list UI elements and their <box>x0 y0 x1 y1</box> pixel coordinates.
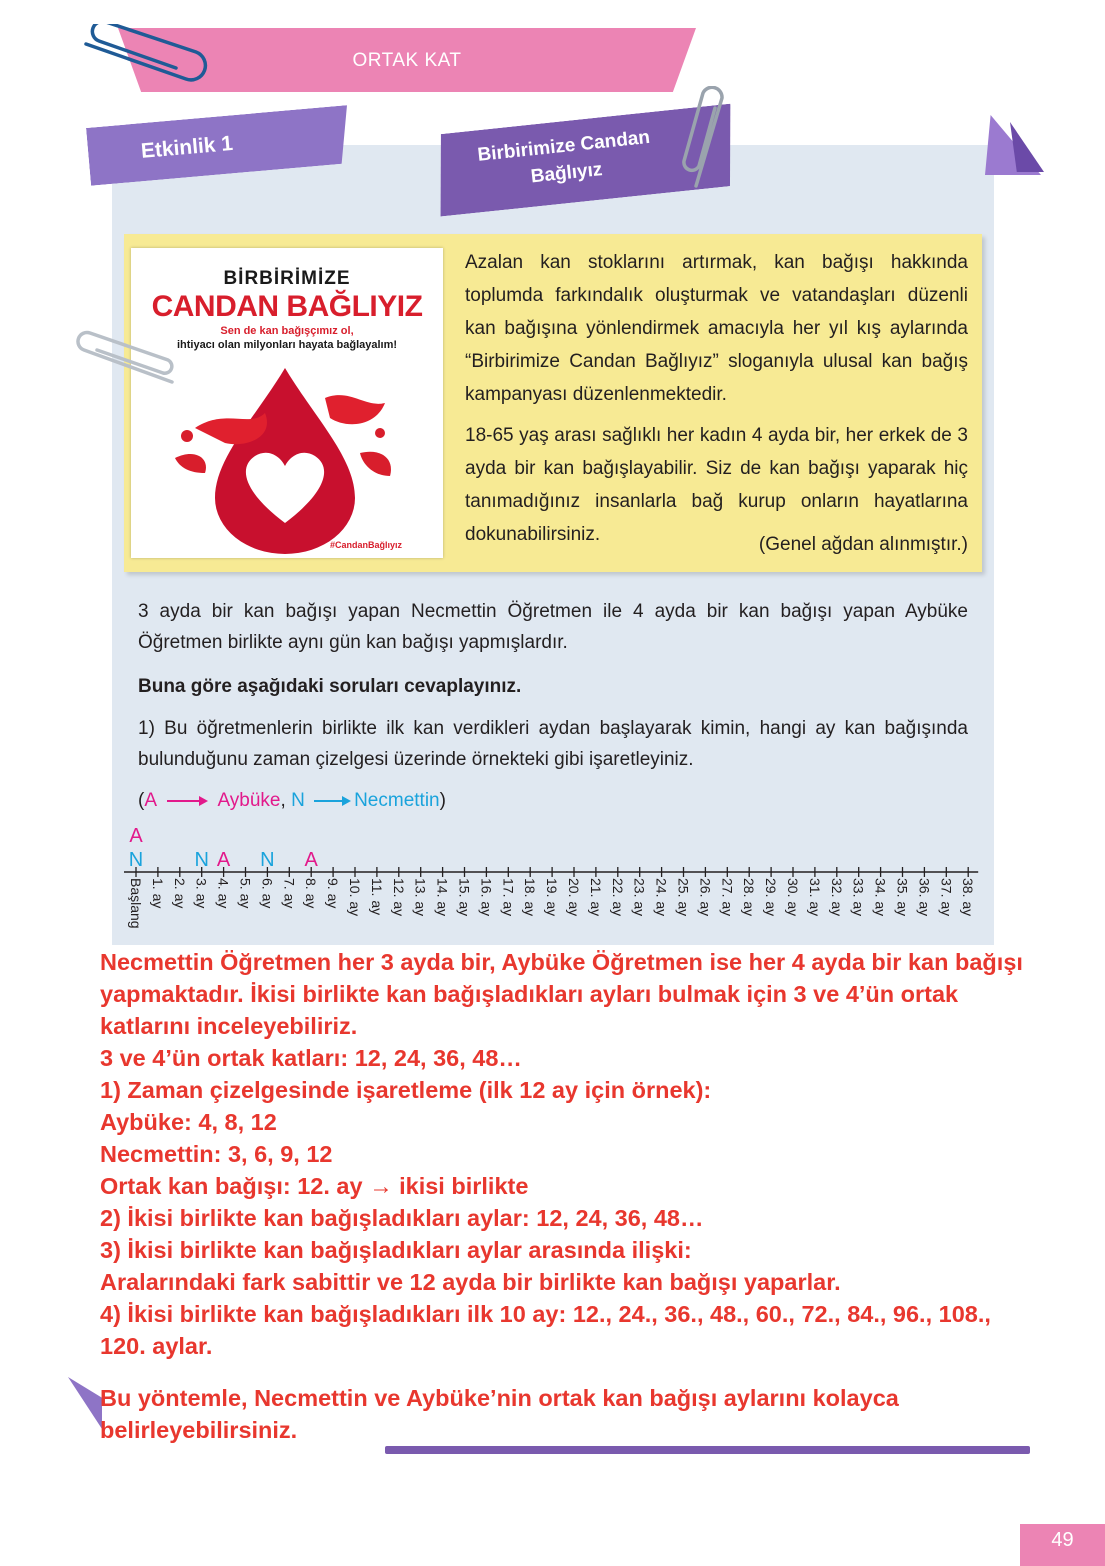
answer-line: 2) İkisi birlikte kan bağışladıkları aylar: 12, 24, 36, 48… <box>100 1205 704 1231</box>
paperclip-icon-left <box>72 330 182 390</box>
legend-close-paren: ) <box>439 790 446 811</box>
tick-label: 13. ay <box>412 878 429 917</box>
timeline-legend <box>138 790 446 812</box>
tick-label: 23. ay <box>631 878 648 917</box>
tick-label: 30. ay <box>785 878 801 917</box>
activity-title-line2: Bağlıyız <box>529 159 604 188</box>
tick-label: 22. ay <box>609 878 626 917</box>
answer-line: Aybüke: 4, 8, 12 <box>100 1109 277 1135</box>
tick-label: 26. ay <box>697 878 714 917</box>
timeline-marker: A <box>129 825 143 847</box>
tick-label: 28. ay <box>741 878 758 917</box>
tick-label: 24. ay <box>653 878 670 917</box>
tick-label: 14. ay <box>434 878 451 917</box>
poster-hashtag: #CandanBağlıyız <box>330 540 403 550</box>
timeline-marker: N <box>128 849 144 871</box>
tick-label: 2. ay <box>171 878 188 909</box>
activity-label: Etkinlik 1 <box>140 131 234 163</box>
tick-label: 25. ay <box>675 878 692 917</box>
answer-line: Ortak kan bağışı: 12. ay → ikisi birlikte <box>100 1173 529 1199</box>
info-source: (Genel ağdan alınmıştır.) <box>758 534 968 555</box>
tick-label: 10. ay <box>347 878 363 917</box>
tick-label: 18. ay <box>522 878 539 917</box>
legend-a-letter: A <box>144 790 156 811</box>
activity-title-line1: Birbirimize Candan <box>476 126 651 166</box>
timeline-marker: A <box>216 849 231 871</box>
legend-comma: , <box>280 790 286 811</box>
tick-label: 21. ay <box>587 878 604 917</box>
tick-label: 9. ay <box>325 878 342 909</box>
page-number: 49 <box>1051 1529 1074 1551</box>
timeline-marker: A <box>304 849 318 871</box>
answer-line: 3 ve 4’ün ortak katları: 12, 24, 36, 48… <box>100 1045 522 1071</box>
tick-label: 33. ay <box>850 878 867 917</box>
tick-label: Başlang <box>128 878 144 929</box>
answer-text <box>100 946 1090 1362</box>
info-paragraph-2: 18-65 yaş arası sağlıklı her kadın 4 ayda bir, her erkek de 3 ayda bir kan bağışlayabilir. Siz de kan bağışı yaparak hiç tanımadığınız insanlarla bağ kurup onların hayatlarına dokunabilirsiniz. <box>465 425 968 545</box>
tick-label: 19. ay <box>544 878 561 917</box>
tick-label: 36. ay <box>916 878 933 917</box>
tick-label: 29. ay <box>763 878 780 917</box>
paperclip-icon <box>66 24 216 94</box>
timeline-marker: N <box>260 849 275 871</box>
tick-label: 5. ay <box>237 878 254 909</box>
tick-label: 32. ay <box>828 878 845 917</box>
legend-a-name: Aybüke <box>217 790 281 811</box>
answer-line: Necmettin Öğretmen her 3 ayda bir, Aybüke Öğretmen ise her 4 ayda bir kan bağışı <box>100 949 1023 975</box>
answer-line: 4) İkisi birlikte kan bağışladıkları ilk 10 ay: 12., 24., 36., 48., 60., 72., 84., 96., 108., <box>100 1301 991 1327</box>
question-1: 1) Bu öğretmenlerin birlikte ilk kan verdikleri aydan başlayarak kimin, hangi ay kan bağışında bulunduğunu zaman çizelgesi üzerinde örnekteki gibi işaretleyiniz. <box>138 718 968 770</box>
tick-label: 34. ay <box>872 878 889 917</box>
tick-label: 7. ay <box>281 878 298 909</box>
tick-label: 16. ay <box>478 878 495 917</box>
paperclip-icon-right <box>682 86 738 194</box>
legend-n-letter: N <box>291 790 305 811</box>
poster-title-line1: BİRBİRİMİZE <box>223 268 351 289</box>
timeline-axis <box>124 820 984 945</box>
tick-label: 38. ay <box>960 878 977 917</box>
legend-n-name: Necmettin <box>354 790 440 811</box>
poster-title-line2: CANDAN BAĞLIYIZ <box>151 290 423 323</box>
answer-line: 120. aylar. <box>100 1333 213 1359</box>
answer-line: Aralarındaki fark sabittir ve 12 ayda bir birlikte kan bağışı yaparlar. <box>100 1269 841 1295</box>
tick-label: 6. ay <box>259 878 276 909</box>
answer-line: 3) İkisi birlikte kan bağışladıkları aylar arasında ilişki: <box>100 1237 692 1263</box>
answer-line: yapmaktadır. İkisi birlikte kan bağışladıkları ayları bulmak için 3 ve 4’ün ortak <box>100 981 959 1007</box>
tick-label: 31. ay <box>806 878 823 917</box>
arrow-right-icon <box>165 794 209 808</box>
tick-label: 35. ay <box>894 878 911 917</box>
tick-label: 15. ay <box>456 878 473 917</box>
tick-label: 11. ay <box>368 878 385 916</box>
tick-label: 37. ay <box>938 878 955 917</box>
tick-label: 27. ay <box>719 878 736 917</box>
tick-label: 20. ay <box>566 878 582 917</box>
tick-label: 12. ay <box>390 878 407 917</box>
problem-intro: 3 ayda bir kan bağışı yapan Necmettin Öğretmen ile 4 ayda bir kan bağışı yapan Aybüke Öğretmen birlikte aynı gün kan bağışı yapmışlardır. <box>138 601 968 653</box>
problem-instruction: Buna göre aşağıdaki soruları cevaplayınız. <box>138 676 522 697</box>
info-text <box>465 246 968 551</box>
arrow-right-icon-2 <box>312 794 352 808</box>
tick-label: 8. ay <box>303 878 320 909</box>
timeline-marker: N <box>194 849 209 871</box>
tick-label: 3. ay <box>193 878 210 909</box>
tick-label: 17. ay <box>500 878 517 917</box>
info-paragraph-1: Azalan kan stoklarını artırmak, kan bağışı hakkında toplumda farkındalık oluşturmak ve vatandaşları düzenli kan bağışına yönlendirmek amacıyla her yıl kış aylarında “Birbirimize Candan Bağlıyız” sloganıyla ulusal kan bağış kampanyası düzenlenmektedir. <box>465 252 968 405</box>
answer-line: 1) Zaman çizelgesinde işaretleme (ilk 12 ay için örnek): <box>100 1077 712 1103</box>
blood-drop-heart-icon <box>155 358 415 558</box>
page-header-title: ORTAK KAT <box>352 50 462 71</box>
answer-line: katlarını inceleyebiliriz. <box>100 1013 358 1039</box>
tick-label: 4. ay <box>215 878 232 909</box>
poster-subtitle: Sen de kan bağışçımız ol, <box>220 325 354 337</box>
legend-open-paren: ( <box>138 790 145 811</box>
tick-label: 1. ay <box>149 878 166 909</box>
bottom-divider <box>385 1446 1030 1454</box>
answer-note: Bu yöntemle, Necmettin ve Aybüke’nin ortak kan bağışı aylarını kolayca belirleyebilirsiniz. <box>100 1385 899 1443</box>
answer-line: Necmettin: 3, 6, 9, 12 <box>100 1141 333 1167</box>
poster-subtitle-2: ihtiyacı olan milyonları hayata bağlayalım! <box>176 339 398 351</box>
note-marker <box>68 1377 102 1429</box>
